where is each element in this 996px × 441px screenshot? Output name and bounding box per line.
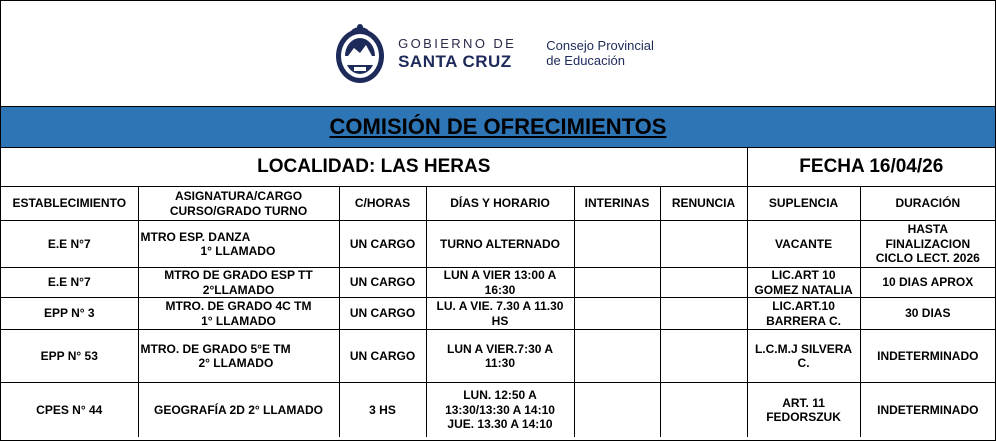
- asignatura-line-2: 1° LLAMADO: [200, 244, 276, 258]
- council-line-1: Consejo Provincial: [546, 37, 654, 53]
- cell-suplencia: [747, 330, 860, 383]
- suplencia-line-1: ART. 11: [782, 395, 825, 410]
- col-asignatura-line-2: CURSO/GRADO TURNO: [169, 203, 308, 218]
- duracion-line-3: CICLO LECT. 2026: [875, 251, 980, 266]
- col-dias: DÍAS Y HORARIO: [426, 187, 574, 221]
- col-duracion: DURACIÓN: [860, 187, 995, 221]
- dias-line-2: 16:30: [484, 282, 516, 297]
- page-header: [1, 1, 995, 107]
- cell-choras: UN CARGO: [339, 221, 426, 268]
- cell-renuncia: [660, 330, 747, 383]
- cell-duracion: INDETERMINADO: [860, 383, 995, 438]
- location-row: [1, 148, 995, 187]
- cell-asignatura: [138, 268, 339, 298]
- cell-establecimiento: EPP N° 53: [1, 330, 138, 383]
- cell-duracion: INDETERMINADO: [860, 330, 995, 383]
- dias-line-1: LU. A VIE. 7.30 A 11.30: [436, 299, 564, 314]
- government-line-1: GOBIERNO DE: [398, 36, 517, 51]
- dias-line-1: LUN A VIER 13:00 A: [443, 268, 557, 283]
- table-row: [1, 268, 995, 298]
- provincial-seal-icon: [334, 23, 386, 85]
- table-row: [1, 383, 995, 438]
- cell-choras: UN CARGO: [339, 330, 426, 383]
- dias-line-1: LUN. 12:50 A: [463, 388, 537, 403]
- cell-asignatura: [138, 221, 339, 268]
- offers-table: [1, 148, 995, 437]
- col-renuncia: RENUNCIA: [660, 187, 747, 221]
- col-suplencia: SUPLENCIA: [747, 187, 860, 221]
- dias-line-2: HS: [491, 313, 509, 328]
- localidad: LOCALIDAD: LAS HERAS: [1, 148, 747, 187]
- cell-interinas: [574, 298, 660, 330]
- suplencia-line-1: LIC.ART 10: [771, 268, 836, 283]
- duracion-line-2: FINALIZACION: [885, 236, 971, 251]
- cell-establecimiento: E.E N°7: [1, 221, 138, 268]
- cell-establecimiento: CPES N° 44: [1, 383, 138, 438]
- suplencia-line-2: C.: [797, 356, 810, 370]
- col-choras: C/HORAS: [339, 187, 426, 221]
- council-name: [546, 39, 654, 69]
- dias-line-2: 11:30: [484, 356, 516, 370]
- cell-suplencia: [747, 298, 860, 330]
- col-asignatura: [138, 187, 339, 221]
- asignatura-line-1: MTRO DE GRADO ESP TT: [164, 268, 313, 283]
- asignatura-line-1: MTRO. DE GRADO 4C TM: [165, 299, 312, 314]
- cell-interinas: [574, 268, 660, 298]
- cell-dias: [426, 330, 574, 383]
- cell-asignatura: [138, 330, 339, 383]
- cell-duracion: [860, 221, 995, 268]
- suplencia-line-2: FEDORSZUK: [766, 410, 841, 424]
- table-header-row: [1, 187, 995, 221]
- cell-duracion: 10 DIAS APROX: [860, 268, 995, 298]
- asignatura-line-1: MTRO. DE GRADO 5°E TM: [140, 341, 291, 356]
- cell-interinas: [574, 383, 660, 438]
- government-line-2: SANTA CRUZ: [398, 52, 512, 71]
- table-row: [1, 298, 995, 330]
- cell-asignatura: GEOGRAFÍA 2D 2° LLAMADO: [138, 383, 339, 438]
- document-title: COMISIÓN DE OFRECIMIENTOS: [329, 114, 667, 139]
- table-row: [1, 221, 995, 268]
- dias-line-1: LUN A VIER.7:30 A: [446, 341, 554, 356]
- suplencia-line-1: VACANTE: [774, 236, 833, 251]
- asignatura-line-1: MTRO ESP. DANZA: [140, 229, 251, 244]
- col-interinas: INTERINAS: [574, 187, 660, 221]
- duracion-line-1: HASTA: [907, 222, 949, 237]
- government-name: [398, 37, 516, 70]
- suplencia-line-2: BARRERA C.: [766, 313, 841, 328]
- cell-renuncia: [660, 298, 747, 330]
- cell-renuncia: [660, 383, 747, 438]
- cell-suplencia: [747, 383, 860, 438]
- dias-line-2: 13:30/13:30 A 14:10: [445, 402, 555, 417]
- cell-dias: [426, 268, 574, 298]
- col-asignatura-line-1: ASIGNATURA/CARGO: [174, 189, 303, 204]
- cell-asignatura: [138, 298, 339, 330]
- dias-line-3: JUE. 13.30 A 14:10: [447, 417, 553, 432]
- asignatura-line-2: 2° LLAMADO: [198, 356, 274, 370]
- suplencia-line-1: L.C.M.J SILVERA: [754, 341, 853, 356]
- cell-interinas: [574, 330, 660, 383]
- asignatura-line-2: 1° LLAMADO: [201, 313, 276, 328]
- cell-interinas: [574, 221, 660, 268]
- cell-choras: 3 HS: [339, 383, 426, 438]
- government-logo: [334, 23, 654, 85]
- suplencia-line-1: LIC.ART.10: [772, 299, 835, 314]
- cell-suplencia: [747, 268, 860, 298]
- cell-duracion: 30 DIAS: [860, 298, 995, 330]
- suplencia-line-2: GOMEZ NATALIA: [754, 282, 853, 297]
- cell-dias: TURNO ALTERNADO: [426, 221, 574, 268]
- title-bar: [1, 107, 995, 148]
- col-establecimiento: ESTABLECIMIENTO: [1, 187, 138, 221]
- cell-choras: UN CARGO: [339, 298, 426, 330]
- cell-dias: [426, 298, 574, 330]
- cell-renuncia: [660, 268, 747, 298]
- table-row: [1, 330, 995, 383]
- cell-choras: UN CARGO: [339, 268, 426, 298]
- asignatura-line-2: 2°LLAMADO: [202, 282, 275, 297]
- cell-establecimiento: E.E N°7: [1, 268, 138, 298]
- council-line-2: de Educación: [546, 52, 626, 68]
- cell-establecimiento: EPP N° 3: [1, 298, 138, 330]
- cell-suplencia: [747, 221, 860, 268]
- fecha: FECHA 16/04/26: [747, 148, 995, 187]
- cell-renuncia: [660, 221, 747, 268]
- cell-dias: [426, 383, 574, 438]
